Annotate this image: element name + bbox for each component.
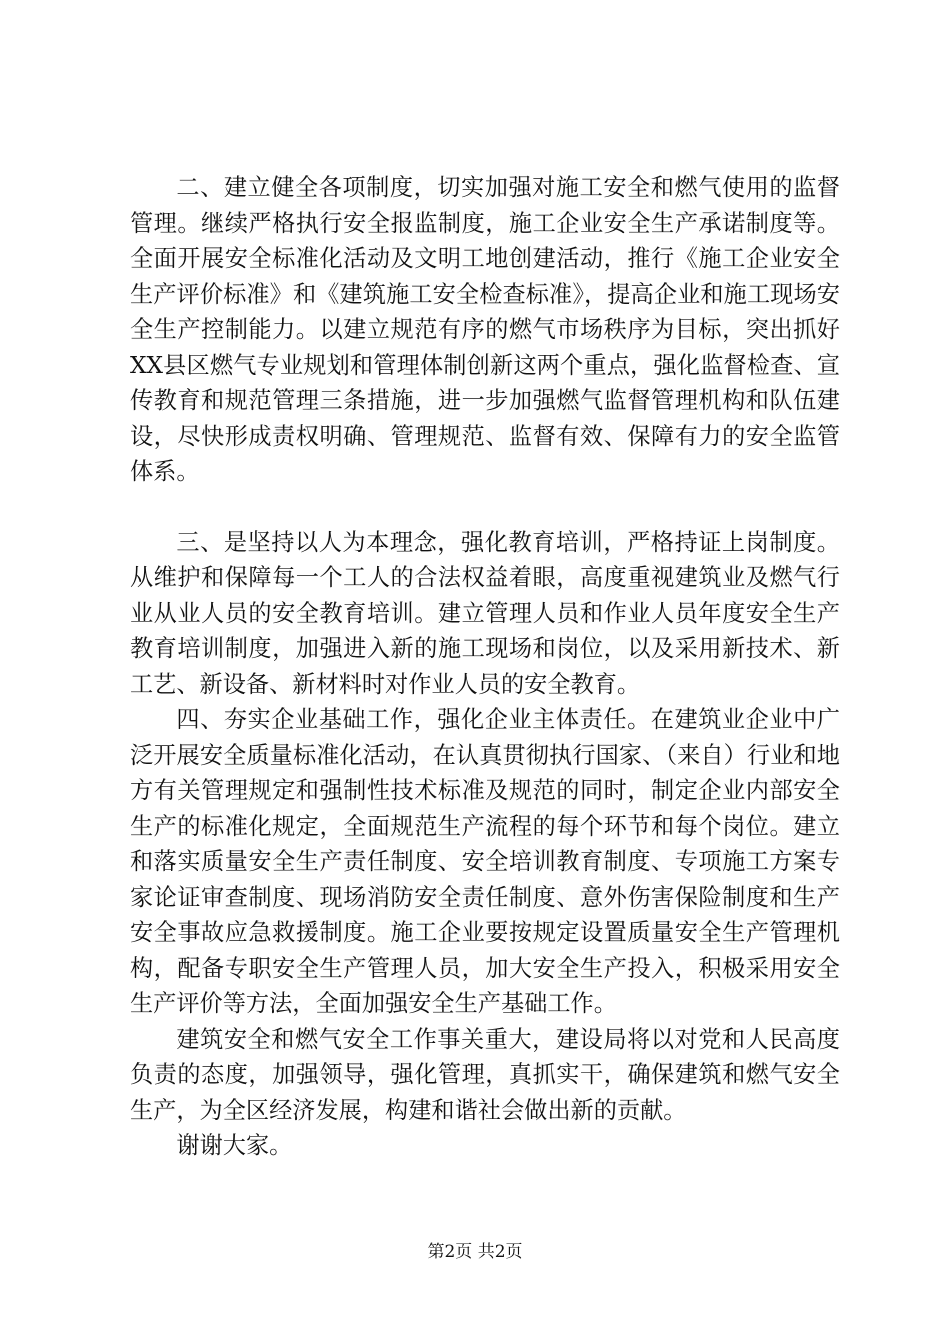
- paragraph-section-two: 二、建立健全各项制度，切实加强对施工安全和燃气使用的监督管理。继续严格执行安全报监制度，施工企业安全生产承诺制度等。全面开展安全标准化活动及文明工地创建活动，推行《施工企业安全生产评价标准》和《建筑施工安全检查标准》，提高企业和施工现场安全生产控制能力。以建立规范有序的燃气市场秩序为目标，突出抓好XX县区燃气专业规划和管理体制创新这两个重点，强化监督检查、宣传教育和规范管理三条措施，进一步加强燃气监督管理机构和队伍建设，尽快形成责权明确、管理规范、监督有效、保障有力的安全监管体系。: [130, 174, 840, 485]
- paragraph-thanks: 谢谢大家。: [176, 1132, 293, 1159]
- document-body: [130, 170, 840, 1164]
- paragraph-conclusion: 建筑安全和燃气安全工作事关重大，建设局将以对党和人民高度负责的态度，加强领导，强化管理，真抓实干，确保建筑和燃气安全生产，为全区经济发展，构建和谐社会做出新的贡献。: [130, 1025, 840, 1124]
- paragraph-section-three: 三、是坚持以人为本理念，强化教育培训，严格持证上岗制度。从维护和保障每一个工人的合法权益着眼，高度重视建筑业及燃气行业从业人员的安全教育培训。建立管理人员和作业人员年度安全生产教育培训制度，加强进入新的施工现场和岗位，以及采用新技术、新工艺、新设备、新材料时对作业人员的安全教育。: [130, 528, 840, 698]
- paragraph-section-four: 四、夯实企业基础工作，强化企业主体责任。在建筑业企业中广泛开展安全质量标准化活动，在认真贯彻执行国家、（来自）行业和地方有关管理规定和强制性技术标准及规范的同时，制定企业内部安全生产的标准化规定，全面规范生产流程的每个环节和每个岗位。建立和落实质量安全生产责任制度、安全培训教育制度、专项施工方案专家论证审查制度、现场消防安全责任制度、意外伤害保险制度和生产安全事故应急救援制度。施工企业要按规定设置质量安全生产管理机构，配备专职安全生产管理人员，加大安全生产投入，积极采用安全生产评价等方法，全面加强安全生产基础工作。: [130, 706, 840, 1017]
- page-number-footer: 第2页 共2页: [427, 1242, 523, 1262]
